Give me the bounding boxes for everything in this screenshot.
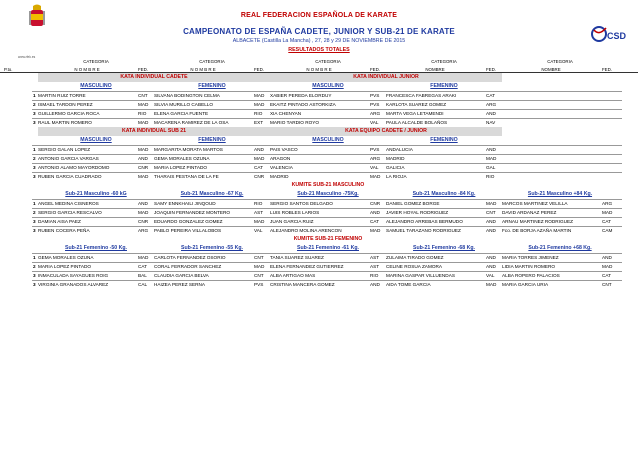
- subheader-5: Sub-21 Femenino +68 Kg.: [528, 245, 592, 251]
- result-row: [0, 172, 638, 181]
- competitor-name: MARTIN RUIZ TORRE: [38, 93, 86, 98]
- fed-header-1: FED.: [138, 67, 149, 72]
- federation-code: MAD: [254, 93, 265, 98]
- federation-code: AND: [486, 147, 496, 152]
- section-title-kata-cadete: KATA INDIVIDUAL CADETE: [38, 73, 270, 82]
- federation-code: AND: [486, 264, 496, 269]
- event-subtitle: ALBACETE (Castilla La Mancha) , 27, 28 y 29 DE NOVIEMBRE DE 2015: [232, 38, 406, 44]
- category-header-5: CATEGORIA: [547, 59, 573, 64]
- federation-code: AND: [370, 282, 380, 287]
- competitor-name: CRISTINA MANCERA GOMEZ: [270, 282, 335, 287]
- competitor-name: MARCOS MARTINEZ VELILLA: [502, 201, 568, 206]
- competitor-name: MARGARITA MORATA MARTOS: [154, 147, 223, 152]
- position-cell: 2: [33, 102, 36, 107]
- competitor-name: KARLOTA SUAREZ GOMEZ: [386, 102, 447, 107]
- subheader-2: FEMENINO: [198, 137, 226, 143]
- competitor-name: JOAQUIN FERNANDEZ MONTERO: [154, 210, 231, 215]
- competitor-name: VALENCIA: [270, 165, 293, 170]
- section-header-kumite-femenino: [0, 235, 638, 244]
- competitor-name: DANIEL GOMEZ BORGE: [386, 201, 440, 206]
- section-title-kumite-masculino: KUMITE SUB-21 MASCULINO: [38, 181, 618, 190]
- section-header-kumite-masculino: [0, 181, 638, 190]
- federation-code: AND: [486, 111, 496, 116]
- position-cell: 2: [33, 156, 36, 161]
- subheader-row: [0, 136, 638, 145]
- federation-code: BAL: [138, 273, 147, 278]
- name-header-5: NOMBRE: [541, 67, 561, 72]
- subheader-2: Sub-21 Femenino -55 Kg.: [181, 245, 243, 251]
- federation-code: RIO: [370, 273, 379, 278]
- competitor-name: ANGEL MEDINA CISNEROS: [38, 201, 99, 206]
- federation-code: NAV: [486, 120, 496, 125]
- position-cell: 1: [33, 255, 36, 260]
- position-cell: 3: [33, 219, 36, 224]
- federation-code: ARG: [370, 111, 381, 116]
- competitor-name: JUAN GARCIA RUIZ: [270, 219, 314, 224]
- result-row: [0, 145, 638, 154]
- federation-code: CNR: [370, 201, 381, 206]
- fed-header-4: FED.: [486, 67, 497, 72]
- fed-header-3: FED.: [370, 67, 381, 72]
- federation-code: MAD: [138, 120, 149, 125]
- federation-code: PVS: [254, 282, 264, 287]
- position-cell: 2: [33, 210, 36, 215]
- competitor-name: JAVIER HOYAL RODRIGUEZ: [386, 210, 449, 215]
- federation-code: VAL: [370, 165, 379, 170]
- competitor-name: MARIA LOPEZ PINTADO: [38, 264, 92, 269]
- competitor-name: PAIS VASCO: [270, 147, 298, 152]
- federation-code: MAD: [138, 210, 149, 215]
- position-cell: 1: [33, 201, 36, 206]
- federation-code: MAD: [602, 210, 613, 215]
- category-header-3: CATEGORIA: [315, 59, 341, 64]
- federation-code: VAL: [370, 120, 379, 125]
- competitor-name: SAMY ENNKHAILI JINQOUD: [154, 201, 216, 206]
- federation-code: MAD: [602, 264, 613, 269]
- competitor-name: XABIER PEREDA ELORDUY: [270, 93, 332, 98]
- competitor-name: PABLO PEREIRA VILLALOBOS: [154, 228, 222, 233]
- fed-header-2: FED.: [254, 67, 265, 72]
- competitor-name: CORAL FERRADOR SANCHEZ: [154, 264, 222, 269]
- section-title-kata-junior: KATA INDIVIDUAL JUNIOR: [270, 73, 502, 82]
- competitor-name: INMACULADA SAYAGUES ROIG: [38, 273, 109, 278]
- competitor-name: MARIA TORRES JIMENEZ: [502, 255, 559, 260]
- federation-code: AND: [138, 201, 148, 206]
- competitor-name: FRANCESCA FABREGAS ARAKI: [386, 93, 457, 98]
- competitor-name: SILVIA MURILLO CABELLO: [154, 102, 214, 107]
- subheader-4: FEMENINO: [430, 137, 458, 143]
- results-table: [0, 58, 638, 289]
- federation-code: MAD: [138, 147, 149, 152]
- subheader-3: MASCULINO: [312, 83, 344, 89]
- position-cell: 3: [33, 282, 36, 287]
- result-row: [0, 109, 638, 118]
- federation-code: MAD: [486, 156, 497, 161]
- category-header-2: CATEGORIA: [199, 59, 225, 64]
- federation-code: MAD: [138, 255, 149, 260]
- result-row: [0, 199, 638, 208]
- subheader-1: Sub-21 Masculino -60 kG: [65, 191, 127, 197]
- federation-code: MAD: [370, 174, 381, 179]
- federation-code: MAD: [254, 264, 265, 269]
- competitor-name: Fco. DE BORJA AZAÑA MARTIN: [502, 228, 572, 233]
- competitor-name: MARINA GASPAR VILLUENDAS: [386, 273, 455, 278]
- competitor-name: CELINE ROSUA ZAMORA: [386, 264, 443, 269]
- category-header-row: [0, 58, 638, 66]
- federation-code: PVS: [370, 93, 380, 98]
- competitor-name: ANDALUCIA: [386, 147, 413, 152]
- subheader-3: Sub-21 Masculino -75Kg.: [297, 191, 359, 197]
- competitor-name: THARAIS PESTANA DE LA FE: [154, 174, 219, 179]
- competitor-name: ARNAU MARTINEZ RODRIGUEZ: [502, 219, 574, 224]
- federation-code: AND: [486, 255, 496, 260]
- federation-code: AND: [602, 255, 612, 260]
- competitor-name: ZULAIMA TIRADO GOMEZ: [386, 255, 444, 260]
- competitor-name: EKAITZ PINTADO ASTORKIZA: [270, 102, 336, 107]
- position-cell: 3: [33, 228, 36, 233]
- federation-code: ARG: [138, 228, 149, 233]
- category-header-1: CATEGORIA: [83, 59, 109, 64]
- federation-code: ARG: [602, 201, 613, 206]
- position-cell: 3: [33, 174, 36, 179]
- competitor-name: SERGIO SANTOS DELGADO: [270, 201, 333, 206]
- federation-code: CNT: [602, 282, 612, 287]
- competitor-name: GALICIA: [386, 165, 405, 170]
- federation-code: MAD: [254, 156, 265, 161]
- federation-code: MAD: [138, 174, 149, 179]
- competitor-name: TANIA SUAREZ SUAREZ: [270, 255, 324, 260]
- position-cell: 1: [33, 147, 36, 152]
- federation-code: AND: [138, 156, 148, 161]
- subheader-4: FEMENINO: [430, 83, 458, 89]
- result-row: [0, 217, 638, 226]
- federation-code: CAT: [370, 219, 380, 224]
- federation-code: RIO: [138, 111, 147, 116]
- competitor-name: LUIS ROBLES LARIOS: [270, 210, 320, 215]
- competitor-name: MARIA LOPEZ PINTADO: [154, 165, 208, 170]
- federation-code: CNR: [254, 174, 265, 179]
- result-row: [0, 163, 638, 172]
- competitor-name: CARLOTA FERNANDEZ OSORIO: [154, 255, 226, 260]
- subheader-row: [0, 244, 638, 253]
- page-title: CAMPEONATO DE ESPAÑA CADETE, JUNIOR Y SUB-21 DE KARATE: [183, 27, 455, 36]
- results-heading: RESULTADOS TOTALES: [288, 47, 350, 53]
- federation-code: VAL: [486, 273, 495, 278]
- subheader-5: Sub-21 Masculino +84 Kg.: [527, 191, 593, 197]
- competitor-name: DAVID ARDANAZ PEREZ: [502, 210, 557, 215]
- federation-code: AND: [486, 219, 496, 224]
- competitor-name: XIA CHENYAN: [270, 111, 302, 116]
- federation-code: MAD: [138, 102, 149, 107]
- subheader-2: Sub-21 Masculino -67 Kg.: [180, 191, 244, 197]
- csd-logo-text: CSD: [607, 31, 626, 41]
- federation-code: AND: [486, 228, 496, 233]
- result-row: [0, 100, 638, 109]
- competitor-name: GEMA MORALES OZUNA: [38, 255, 94, 260]
- federation-code: RIO: [254, 111, 263, 116]
- competitor-name: MARIA GARCIA URIA: [502, 282, 549, 287]
- website-label: www.rfek.es: [18, 55, 36, 59]
- competitor-name: RAUL MARTIN ROMERO: [38, 120, 92, 125]
- competitor-name: MADRID: [270, 174, 289, 179]
- competitor-name: MADRID: [386, 156, 405, 161]
- federation-code: AND: [254, 147, 264, 152]
- result-row: [0, 262, 638, 271]
- result-row: [0, 253, 638, 262]
- section-title-kata-sub21: KATA INDIVIDUAL SUB 21: [38, 127, 270, 136]
- competitor-name: ARAGON: [270, 156, 291, 161]
- name-header-2: N O M B R E: [190, 67, 216, 72]
- competitor-name: ALEJANDRO MOLINA ARENCON: [270, 228, 342, 233]
- competitor-name: SAMUEL TARAZANO RODRIGUEZ: [386, 228, 461, 233]
- federation-code: CAT: [486, 93, 496, 98]
- position-cell: 1: [33, 93, 36, 98]
- competitor-name: DAMIAN AISA PAEZ: [38, 219, 81, 224]
- federation-code: CNT: [254, 255, 264, 260]
- competitor-name: RUBEN COCERA PEÑA: [38, 228, 90, 233]
- position-cell: 3: [33, 165, 36, 170]
- federation-code: RIO: [254, 201, 263, 206]
- section-title-kumite-femenino: KUMITE SUB-21 FEMENINO: [38, 235, 618, 244]
- section-header-kata-cadete-junior: [0, 73, 638, 82]
- result-row: [0, 271, 638, 280]
- competitor-name: LIDIA MARTIN ROMERO: [502, 264, 556, 269]
- competitor-name: SILVANA BODINGTON CELMA: [154, 93, 220, 98]
- federation-code: MAD: [254, 102, 265, 107]
- competitor-name: CLAUDIA GARCIA BELVA: [154, 273, 209, 278]
- subheader-1: MASCULINO: [80, 83, 112, 89]
- subheader-row: [0, 190, 638, 199]
- competitor-name: PAULA ALCALDE BOLAÑOS: [386, 120, 448, 125]
- section-title-kata-equipo: KATA EQUIPO CADETE / JUNIOR: [270, 127, 502, 136]
- competitor-name: ANTONIO GARCIA VARGAS: [38, 156, 99, 161]
- competitor-name: ANTONIO ALAMO MAYORDOMO: [38, 165, 110, 170]
- federation-code: ARG: [370, 156, 381, 161]
- subheader-1: MASCULINO: [80, 137, 112, 143]
- competitor-name: ALBA ROPERO PALACIOS: [502, 273, 560, 278]
- competitor-name: ELENA GARCIA FUENTE: [154, 111, 209, 116]
- competitor-name: MARTA VEGA LETAMENDI: [386, 111, 444, 116]
- position-cell: 3: [33, 120, 36, 125]
- federation-code: AST: [370, 255, 380, 260]
- federation-code: CAT: [602, 273, 612, 278]
- subheader-4: Sub-21 Femenino -68 Kg.: [413, 245, 475, 251]
- position-cell: 2: [33, 264, 36, 269]
- name-header-1: N O M B R E: [74, 67, 100, 72]
- federation-code: CNT: [138, 93, 148, 98]
- competitor-name: EDUARDO GONZALEZ GOMEZ: [154, 219, 223, 224]
- competitor-name: ALBA ARTIGAO MAS: [270, 273, 316, 278]
- federation-code: CAT: [138, 264, 148, 269]
- name-header-3: N O M B R E: [306, 67, 332, 72]
- fed-header-5: FED.: [602, 67, 613, 72]
- federation-code: CAM: [602, 228, 613, 233]
- federation-code: VAL: [254, 228, 263, 233]
- federation-code: CNR: [138, 219, 149, 224]
- federation-code: CAT: [602, 219, 612, 224]
- result-row: [0, 91, 638, 100]
- federation-code: PVS: [370, 147, 380, 152]
- subheader-4: Sub-21 Masculino -84 Kg.: [412, 191, 476, 197]
- result-row: [0, 208, 638, 217]
- federation-code: AND: [370, 210, 380, 215]
- category-header-4: CATEGORIA: [431, 59, 457, 64]
- competitor-name: RUBEN GARCIA CUADRADO: [38, 174, 102, 179]
- competitor-name: GEMA MORALES OZUNA: [154, 156, 210, 161]
- federation-code: CNR: [138, 165, 149, 170]
- competitor-name: VIRGINIA GRANADOS ALVAREZ: [38, 282, 109, 287]
- subheader-1: Sub-21 Femenino -50 Kg.: [65, 245, 127, 251]
- federation-code: EXT: [254, 120, 264, 125]
- position-header: P.to.: [4, 67, 13, 72]
- name-header-4: NOMBRE: [425, 67, 445, 72]
- competitor-name: MACARENA RAMIREZ DE LA OSA: [154, 120, 229, 125]
- federation-code: PVS: [370, 102, 380, 107]
- federation-code: MAD: [486, 282, 497, 287]
- competitor-name: MARIO TARDIO ROYO: [270, 120, 320, 125]
- position-cell: 3: [33, 111, 36, 116]
- competitor-name: HAIZEA PEREZ SERNA: [154, 282, 206, 287]
- column-header-row: [0, 66, 638, 73]
- federation-code: CAL: [138, 282, 148, 287]
- federation-code: CNT: [254, 273, 264, 278]
- result-row: [0, 154, 638, 163]
- federation-code: CAT: [254, 165, 264, 170]
- subheader-3: Sub-21 Femenino -61 Kg.: [297, 245, 359, 251]
- result-row: [0, 118, 638, 127]
- federation-code: AST: [254, 210, 264, 215]
- subheader-3: MASCULINO: [312, 137, 344, 143]
- position-cell: 3: [33, 273, 36, 278]
- section-header-kata-sub21-equipo: [0, 127, 638, 136]
- federation-code: RIO: [486, 174, 495, 179]
- federation-code: AST: [370, 264, 380, 269]
- result-row: [0, 280, 638, 289]
- competitor-name: ELENA FERNANDEZ GUTIERREZ: [270, 264, 344, 269]
- competitor-name: ISMAEL TARDON PEREZ: [38, 102, 93, 107]
- subheader-2: FEMENINO: [198, 83, 226, 89]
- federation-code: MAD: [370, 228, 381, 233]
- competitor-name: GUILLERMO GARCIA ROCA: [38, 111, 100, 116]
- result-row: [0, 226, 638, 235]
- competitor-name: LA RIOJA: [386, 174, 407, 179]
- competitor-name: SERGIO GARCIA RESCALVO: [38, 210, 102, 215]
- federation-code: ARG: [486, 102, 497, 107]
- federation-code: MAD: [254, 219, 265, 224]
- federation-name: REAL FEDERACION ESPAÑOLA DE KARATE: [240, 12, 398, 19]
- competitor-name: SERGIO GALAN LOPEZ: [38, 147, 91, 152]
- federation-code: CNT: [486, 210, 496, 215]
- federation-code: GAL: [486, 165, 496, 170]
- federation-code: MAD: [486, 201, 497, 206]
- competitor-name: ALEJANDRO ARREBAS BERMUDO: [386, 219, 463, 224]
- subheader-row: [0, 82, 638, 91]
- competitor-name: AIDA TOME GARCIA: [386, 282, 431, 287]
